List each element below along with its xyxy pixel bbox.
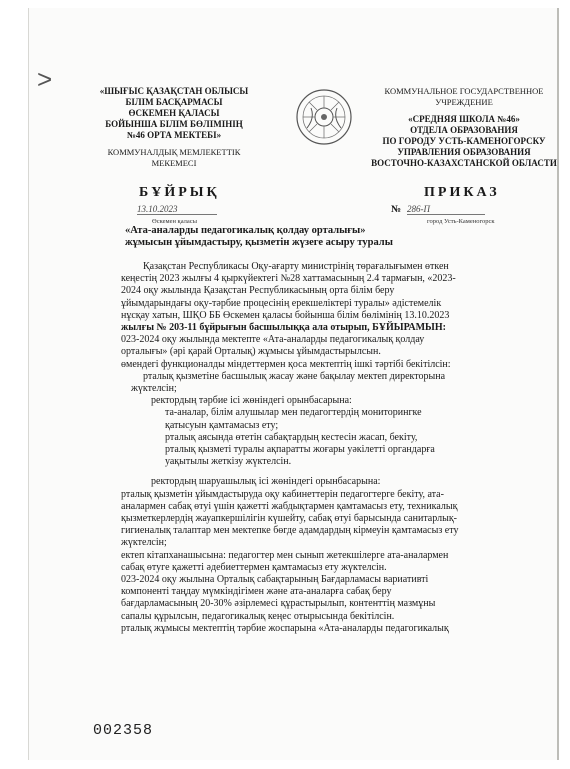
- header-line: «ШЫҒЫС ҚАЗАҚСТАН ОБЛЫСЫ: [99, 86, 249, 96]
- doc-title-kz: БҰЙРЫҚ: [139, 185, 220, 200]
- body-line: рталық қызметі туралы ақпаратты жоғары уәкілетті органдарға: [165, 444, 435, 456]
- body-line: 023-2024 оқу жылында мектепте «Ата-аналарды педагогикалық қолдау: [121, 334, 425, 346]
- body-line: ектеп кітапханашысына: педагогтер мен сынып жетекшілерге ата-аналармен: [121, 549, 449, 561]
- document-sheet: [28, 8, 559, 760]
- handwritten-number: 286-П: [407, 204, 485, 215]
- body-line: рталық қызметіне басшылық жасау және бақылау мектеп директорына: [143, 370, 446, 382]
- header-right-lines: [369, 114, 559, 169]
- body-line: орталығы» (әрі қарай Орталық) жұмысы ұйымдастырылсын.: [121, 346, 381, 358]
- paragraph-gap: [121, 468, 547, 476]
- header-left-small: [89, 147, 259, 169]
- body-line: сабақ өтуге қажетті әдебиеттермен қамтамасыз ету жүктелсін.: [121, 561, 387, 573]
- header-line: ПО ГОРОДУ УСТЬ-КАМЕНОГОРСКУ: [382, 136, 546, 146]
- document-serial-number: 002358: [93, 722, 154, 739]
- body-line: аналармен сабақ өтуі үшін қажетті жабдықтармен қамтамасыз ету, техникалық: [121, 500, 458, 512]
- body-line: компоненті таңдау мүмкіндігімен және ата-аналарға сабақ беру: [121, 586, 392, 598]
- body-line: ректордың шаруашылық ісі жөніндегі орынбасарына:: [151, 476, 381, 488]
- header-line: «СРЕДНЯЯ ШКОЛА №46»: [408, 114, 520, 124]
- subject-line: «Ата-аналарды педагогикалық қолдау орталығы»: [125, 225, 366, 236]
- place-kz: Өскемен қаласы: [152, 218, 198, 225]
- body-line: ұйымдарындағы оқу-тәрбие процесінің ерекшеліктері туралы» әдістемелік: [121, 297, 442, 309]
- body-line: бағдарламасының 20-30% әзірлемесі құрастырылып, контенттің мазмұны: [121, 598, 436, 610]
- margin-mark: >: [37, 64, 53, 94]
- body-line: 2024 оқу жылында Қазақстан Республикасының орта білім беру: [121, 285, 395, 297]
- header-line: УПРАВЛЕНИЯ ОБРАЗОВАНИЯ: [397, 147, 531, 157]
- body-line: рталық жұмысы мектептің тәрбие жоспарына «Ата-аналарды педагогикалық: [121, 622, 449, 634]
- header-line: БОЙЫНША БІЛІМ БӨЛІМІНІҢ: [105, 119, 243, 129]
- body-line: кеңестің 2023 жылғы 4 қыркүйектегі №28 хаттамасының 2.4 тармағын, «2023-: [121, 273, 456, 285]
- state-emblem-icon: [295, 88, 353, 146]
- body-line: рталық қызметін ұйымдастыруда оқу кабинеттерін педагогтерге бекіту, ата-: [121, 488, 444, 500]
- header-line: КОММУНАЛЬНОЕ ГОСУДАРСТВЕННОЕ: [384, 86, 544, 96]
- subject-line: жұмысын ұйымдастыру, қызметін жүзеге асыру туралы: [125, 237, 393, 248]
- body-line: қызметкерлердің жауапкершілігін күшейту, сабақ өтуі барысында санитарлық-: [121, 513, 458, 525]
- header-left-lines: [89, 86, 259, 141]
- body-line: 023-2024 оқу жылына Орталық сабақтарының Бағдарламасы вариативті: [121, 574, 429, 586]
- body-line: нұсқау хатын, ШҚО ББ Өскемен қаласы бойынша білім бөлімінің 13.10.2023: [121, 309, 450, 321]
- doc-title-ru: ПРИКАЗ: [424, 185, 500, 200]
- order-body: [121, 261, 547, 635]
- header-line: КОММУНАЛДЫҚ МЕМЛЕКЕТТІК: [107, 147, 241, 157]
- body-line: жылғы № 203-11 бұйрығын басшылыққа ала отырып, БҰЙЫРАМЫН:: [121, 322, 446, 334]
- body-line: та-аналар, білім алушылар мен педагогтердің мониторингке: [165, 407, 422, 419]
- place-ru: город Усть-Каменогорск: [427, 218, 495, 225]
- body-line: рталық аясында өтетін сабақтардың кестесін жасап, бекіту,: [165, 431, 418, 443]
- body-line: уақытылы жеткізу жүктелсін.: [165, 456, 292, 468]
- header-right-small: [369, 86, 559, 108]
- header-left-kz: [89, 86, 259, 169]
- body-line: жүктелсін;: [131, 383, 177, 395]
- order-subject: [125, 225, 525, 249]
- number-prefix: №: [391, 204, 402, 215]
- header-right-ru: [369, 86, 559, 169]
- header-line: МЕКЕМЕСІ: [151, 158, 197, 168]
- header-line: ОТДЕЛА ОБРАЗОВАНИЯ: [410, 125, 518, 135]
- header-line: ВОСТОЧНО-КАЗАХСТАНСКОЙ ОБЛАСТИ: [371, 158, 557, 168]
- header-line: №46 ОРТА МЕКТЕБІ»: [126, 130, 222, 140]
- body-line: сапалы құрылсын, педагогикалық кеңес отырысында бекітілсін.: [121, 610, 395, 622]
- body-line: қатысуын қамтамасыз ету;: [165, 419, 279, 431]
- body-line: өмендегі функционалды міндеттермен қоса мектептің ішкі тәртібі бекітілсін:: [121, 358, 451, 370]
- header-line: УЧРЕЖДЕНИЕ: [435, 97, 493, 107]
- body-line: гигиеналық талаптар мен мектепке бөгде адамдардың кірмеуін қамтамасыз ету: [121, 525, 459, 537]
- body-line: ректордың тәрбие ісі жөніндегі орынбасарына:: [151, 395, 352, 407]
- handwritten-date: 13.10.2023: [137, 204, 217, 215]
- header-line: ӨСКЕМЕН ҚАЛАСЫ: [128, 108, 220, 118]
- header-line: БІЛІМ БАСҚАРМАСЫ: [125, 97, 223, 107]
- body-line: Қазақстан Республикасы Оқу-ағарту министрінің төрағалығымен өткен: [143, 261, 449, 272]
- body-line: жүктелсін;: [121, 537, 167, 549]
